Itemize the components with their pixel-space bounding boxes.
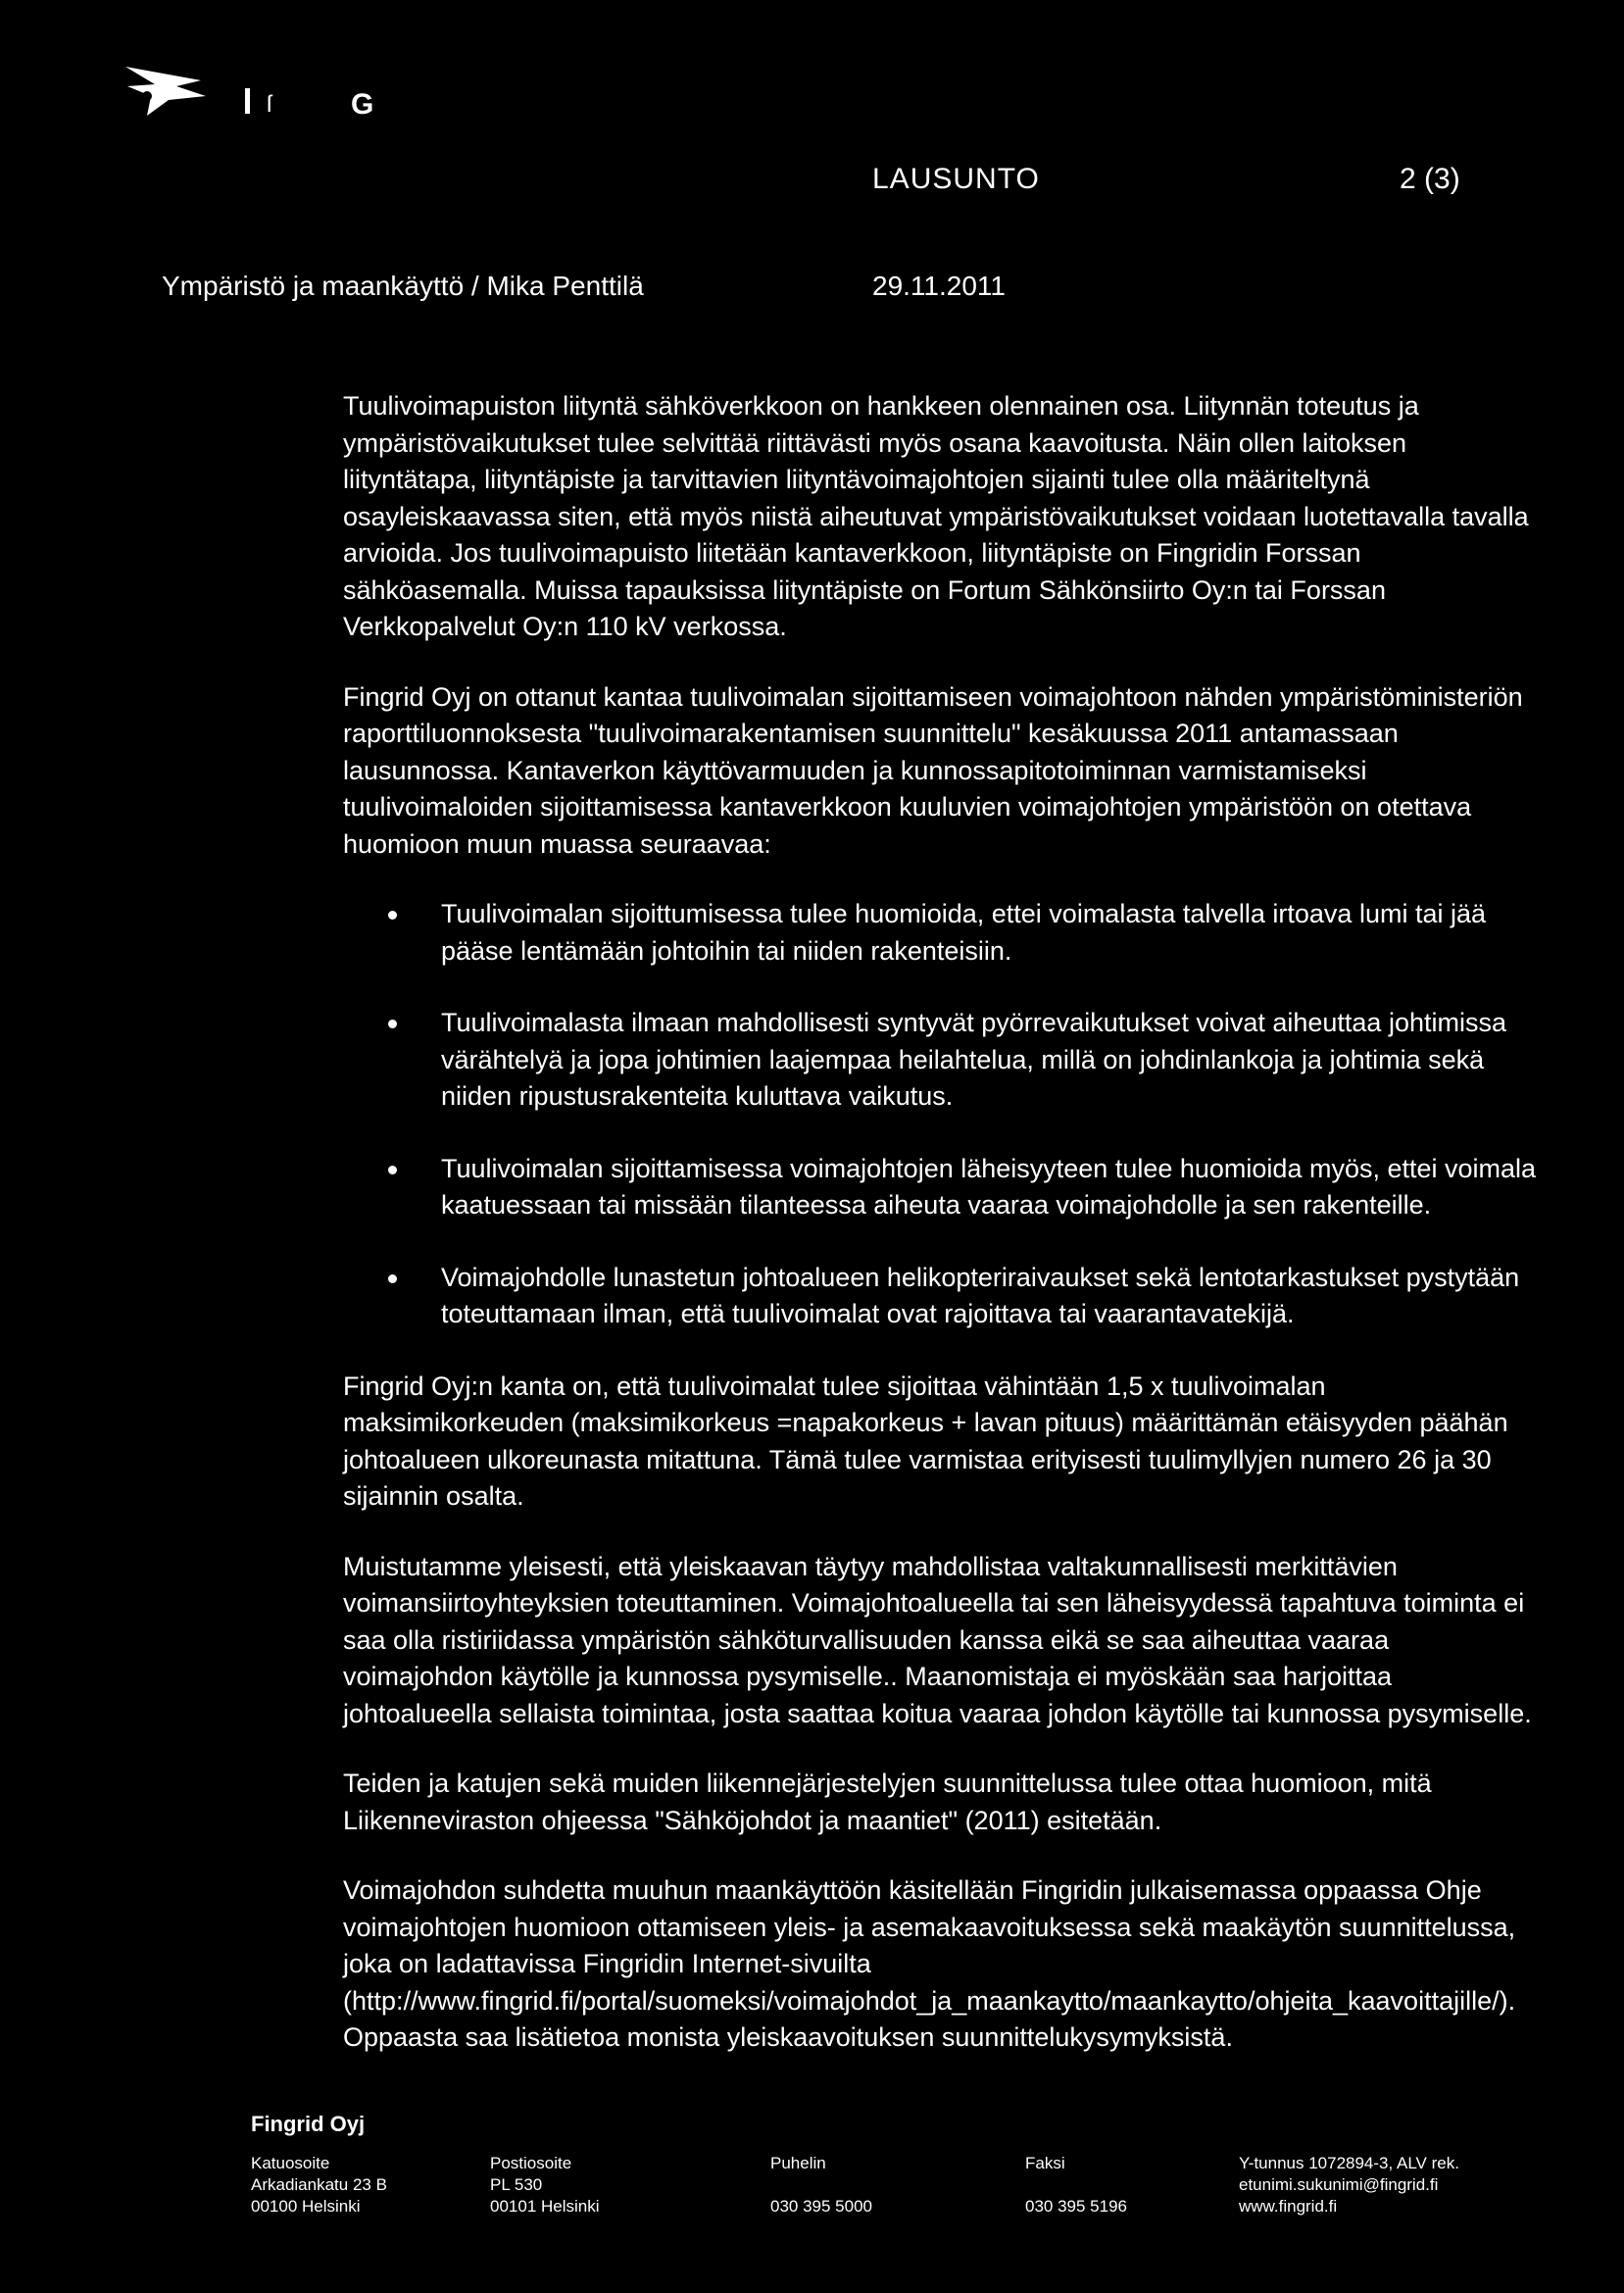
department-author: Ympäristö ja maankäyttö / Mika Penttilä	[162, 271, 644, 301]
footer-value: Arkadiankatu 23 B	[251, 2175, 387, 2194]
paragraph-connection: Tuulivoimapuiston liityntä sähköverkkoon on hankkeen olennainen osa. Liitynnän toteutus ja ympäristövaikutukset tulee selvittää riittävästi myös osana kaavoitusta. Näin ollen laitoksen liityntätapa, liityntäpiste ja tarvittavien liityntävoimajohtojen sijainti tulee olla määriteltynä osayleiskaavassa siten, että myös niistä aiheutuvat ympäristövaikutukset voidaan luotettavalla tavalla arvioida. Jos tuulivoimapuisto liitetään kantaverkkoon, liityntäpiste on Fingridin Forssan sähköasemalla. Muissa tapauksissa liityntäpiste on Fortum Sähkönsiirto Oy:n tai Forssan Verkkopalvelut Oy:n 110 kV verkossa.	[343, 391, 1529, 641]
footer-value: 030 395 5000	[770, 2197, 872, 2216]
footer-label: Puhelin	[770, 2154, 826, 2172]
footer-company-name: Fingrid Oyj	[251, 2112, 366, 2136]
list-item: Tuulivoimalan sijoittumisessa tulee huomioida, ettei voimalasta talvella irtoava lumi tai jää pääse lentämään johtoihin tai niiden rakenteisiin.	[343, 896, 1539, 970]
footer-label: Faksi	[1025, 2154, 1065, 2172]
page-number: 2 (3)	[1400, 163, 1460, 195]
list-item: Voimajohdolle lunastetun johtoalueen helikopteriraivaukset sekä lentotarkastukset pystytään toteuttamaan ilman, että tuulivoimalat ovat rajoittava tai vaarantavatekijä.	[343, 1260, 1539, 1333]
footer-value: PL 530	[490, 2175, 543, 2194]
footer-visit-address	[251, 2153, 387, 2218]
document-date: 29.11.2011	[872, 271, 1006, 301]
requirements-list	[343, 896, 1539, 1333]
footer-website[interactable]: www.fingrid.fi	[1239, 2197, 1338, 2216]
paragraph-traffic: Teiden ja katujen sekä muiden liikennejärjestelyjen suunnittelussa tulee ottaa huomioon, mitä Liikenneviraston ohjeessa "Sähköjohdot ja maantiet" (2011) esitetään.	[343, 1769, 1432, 1835]
list-item: Tuulivoimalan sijoittamisessa voimajohtojen läheisyyteen tulee huomioida myös, ettei voimala kaatuessaan tai missään tilanteessa aiheuta vaaraa voimajohdolle ja sen rakenteille.	[343, 1151, 1539, 1224]
footer-fax	[1025, 2153, 1127, 2218]
footer-value: 00100 Helsinki	[251, 2197, 361, 2216]
svg-text:ſ: ſ	[267, 91, 272, 118]
fingrid-logo-mark-icon	[108, 57, 382, 125]
footer-phone	[770, 2153, 872, 2218]
list-item: Tuulivoimalasta ilmaan mahdollisesti syntyvät pyörrevaikutukset voivat aiheuttaa johtimissa värähtelyä ja jopa johtimien laajempaa heilahtelua, millä on johdinlankoja ja johtimia sekä niiden ripustusrakenteita kuluttava vaikutus.	[343, 1005, 1539, 1116]
letter-body	[343, 388, 1539, 2090]
paragraph-statement: Fingrid Oyj on ottanut kantaa tuulivoimalan sijoittamiseen voimajohtoon nähden ympäristöministeriön raporttiluonnoksesta "tuulivoimarakentamisen suunnittelu" kesäkuussa 2011 antamassaan lausunnossa. Kantaverkon käyttövarmuuden ja kunnossapitotoiminnan varmistamiseksi tuulivoimaloiden sijoittamisessa kantaverkkoon kuuluvien voimajohtojen ympäristöön on otettava huomioon muun muassa seuraavaa:	[343, 681, 1523, 859]
paragraph-reminder: Muistutamme yleisesti, että yleiskaavan täytyy mahdollistaa valtakunnallisesti merkittävien voimansiirtoyhteyksien toteuttaminen. Voimajohtoalueella tai sen läheisyydessä tapahtuva toiminta ei saa olla ristiriidassa ympäristön sähköturvallisuuden kanssa eikä se saa aiheuttaa vaaraa voimajohdon käytölle ja kunnossa pysymiselle.. Maanomistaja ei myöskään saa harjoittaa johtoalueella sellaista toimintaa, josta saattaa koitua vaaraa johdon käytölle tai kunnossa pysymiselle.	[343, 1551, 1532, 1728]
fingrid-logo	[108, 57, 382, 125]
footer-label: Postiosoite	[490, 2154, 572, 2172]
footer-postal-address	[490, 2153, 600, 2218]
footer-value: 030 395 5196	[1025, 2197, 1127, 2216]
footer-label: Katuosoite	[251, 2154, 330, 2172]
svg-text:G: G	[351, 88, 374, 121]
footer-business-id: Y-tunnus 1072894-3, ALV rek.	[1239, 2154, 1459, 2172]
document-type: LAUSUNTO	[872, 163, 1040, 195]
footer-value: 00101 Helsinki	[490, 2197, 600, 2216]
footer-email[interactable]: etunimi.sukunimi@fingrid.fi	[1239, 2175, 1439, 2194]
footer-company-info	[1239, 2153, 1459, 2218]
paragraph-guide: Voimajohdon suhdetta muuhun maankäyttöön käsitellään Fingridin julkaisemassa oppaassa Ohje voimajohtojen huomioon ottamiseen yleis- ja asemakaavoituksessa sekä maakäytön suunnittelussa, joka on ladattavissa Fingridin Internet-sivuilta (http://www.fingrid.fi/portal/suomeksi/voimajohdot_ja_maankaytto/maankaytto/ohjeita_kaavoittajille/). Oppaasta saa lisätietoa monista yleiskaavoituksen suunnittelukysymyksistä.	[343, 1875, 1516, 2052]
paragraph-distance: Fingrid Oyj:n kanta on, että tuulivoimalat tulee sijoittaa vähintään 1,5 x tuulivoimalan maksimikorkeuden (maksimikorkeus =napakorkeus + lavan pituus) määrittämän etäisyyden päähän johtoalueen ulkoreunasta mitattuna. Tämä tulee varmistaa erityisesti tuulimyllyjen numero 26 ja 30 sijainnin osalta.	[343, 1371, 1508, 1511]
